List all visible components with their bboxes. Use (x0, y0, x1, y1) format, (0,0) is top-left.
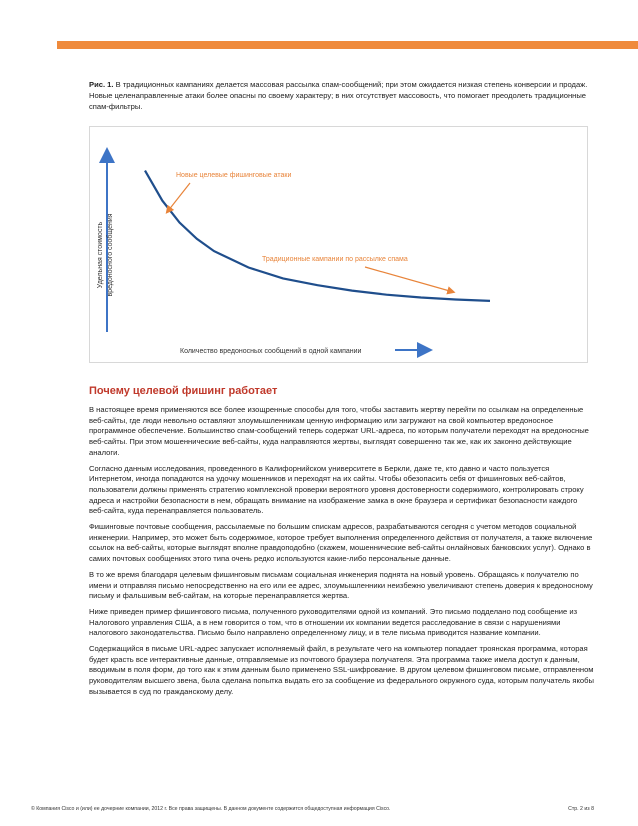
paragraph-5: Ниже приведен пример фишингового письма, полученного руководителями одной из компаний. Это письмо подделано под сообщение из Налогового управления США, а в нем говорится о том, что в отношении их компании ведется расследование в связи с нарушениями налогового законодательства. Письмо было направлено определенному лицу, и в теле письма приводится название компании. (89, 606, 578, 638)
annotation-targeted-label: Новые целевые фишинговые атаки (176, 172, 292, 179)
top-accent-bar (57, 41, 638, 49)
page-footer (31, 804, 594, 814)
figure-label: Рис. 1. (89, 80, 114, 89)
cost-curve-line (145, 171, 490, 301)
figure-caption (89, 79, 589, 112)
annotation-targeted-arrow (168, 183, 190, 211)
chart-container (89, 126, 588, 363)
paragraph-2: Согласно данным исследования, проведенного в Калифорнийском университете в Беркли, даже те, кто давно и часто пользуется Интернетом, иногда попадаются на удочку мошенников и переходят на их сайты. Чтобы обезопасить себя от фишинговых веб-сайтов, пользователи должны применять стратегию комплексной проверки вероятного уровня достоверности содержимого, контролировать строку адреса и настройки безопасности в нем, обращать внимание на изображение замка в окне браузера и сертификат безопасности каждого веб-сайта, куда перенаправляется пользователь. (89, 463, 584, 516)
body-text (89, 405, 594, 703)
paragraph-1: В настоящее время применяются все более изощренные способы для того, чтобы заставить жертву перейти по ссылкам на определенные веб-сайты, где люди невольно оставляют злоумышленникам ценную информацию или загружают на свой компьютер вредоносное программное обеспечение. Большинство спам-сообщений теперь содержат URL-адреса, по которым получатели переходят на вредоносные веб-сайты. При этом мошеннические веб-сайты, куда направляются жертвы, выглядят совершенно так же, как их законно действующие аналоги. (89, 405, 589, 457)
annotation-spam-arrow (365, 267, 452, 292)
page-number: Стр. 2 из 8 (568, 806, 594, 812)
section-title: Почему целевой фишинг работает (89, 385, 278, 397)
annotation-spam-label: Традиционные кампании по рассылке спама (262, 256, 408, 263)
y-axis-label-line1: Удельная стоимость (97, 221, 104, 289)
y-axis-label-line2: вредоносного сообщения (107, 213, 114, 297)
x-axis-label: Количество вредоносных сообщений в одной кампании (180, 348, 362, 355)
paragraph-4: В то же время благодаря целевым фишинговым письмам социальная инженерия поднята на новый уровень. Обращаясь к получателю по имени и отправляя письмо непосредственно на его или ее адрес, злоумышленники неизбежно увеличивают степень доверия к вредоносному письму и фальшивым веб-сайтам, на которые перенаправляется жертва. (89, 569, 593, 601)
chart-svg (90, 127, 587, 362)
figure-caption-text: В традиционных кампаниях делается массовая рассылка спам-сообщений; при этом ожидается низкая степень конверсии и продаж. Новые целенаправленные атаки более опасны по своему характеру; в них отсутствует массовость, что помогает преодолеть традиционные спам-фильтры. (89, 80, 588, 111)
paragraph-3: Фишинговые почтовые сообщения, рассылаемые по большим спискам адресов, разрабатываются сегодня с учетом методов социальной инженерии. Например, это может быть содержимое, которое требует выполнения определенного действия от получателя, а также включение ссылок на веб-сайты, которые выглядят вполне правдоподобно (скажем, мошеннические веб-сайты онлайновых банковских услуг). Однако в самих почтовых сообщениях этого типа очень редко используются какие-либо персональные данные. (89, 522, 593, 564)
paragraph-6: Содержащийся в письме URL-адрес запускает исполняемый файл, в результате чего на компьютер попадает троянская программа, которая будет красть все интерактивные данные, отправляемые из почтового браузера получателя. Эта программа также имела доступ к данным, вводимым в поля форм, до того как к этим данным было применено SSL-шифрование. В другом целевом фишинговом письме, отправленном руководителям высшего звена, была сделана попытка выдать его за сообщение из федерального окружного суда, которым получатель якобы вызывается в суд по гражданскому делу. (89, 644, 594, 696)
footer-copyright: © Компания Cisco и (или) ее дочерние компании, 2012 г. Все права защищены. В данном документе содержится общедоступная информация Cisco. (31, 806, 391, 812)
